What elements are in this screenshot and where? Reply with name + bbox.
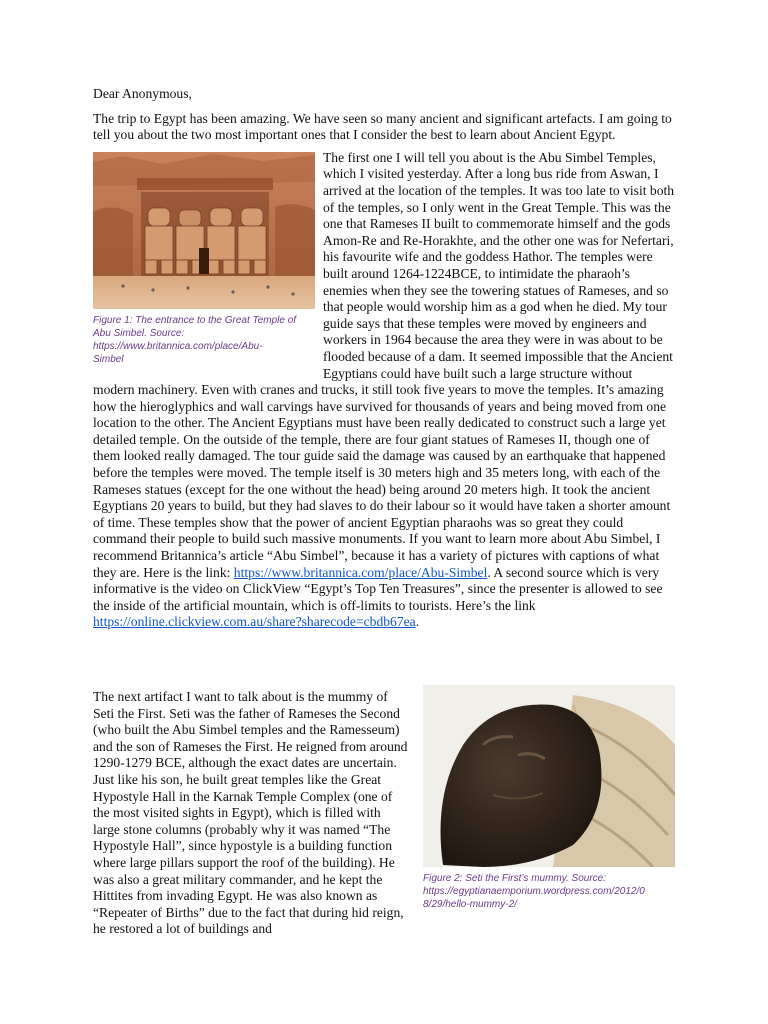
figure-2-caption: Figure 2: Seti the First’s mummy. Source: https://egyptianaemporium.wordpress.com/2012/0 8/29/hello-mummy-2/ [423, 873, 645, 910]
seti-mummy-image [423, 685, 675, 867]
abu-simbel-paragraph: The first one I will tell you about is the Abu Simbel Temples, which I visited yesterday. After a long bus ride from Aswan, I arrived at the location of the temples. It was too late to visit both of the temples, so I only went in the Great Temple. This was the one that Rameses II built to commemorate himself and the gods Amon-Re and Re-Horakhte, and the other one was for Nefertari, his favourite wife and the goddess Hathor. The temples were built around 1264-1224BCE, to intimidate the pharaoh’s enemies when they see the towering statues of Rameses, and so that people would worship him as a god when he died. My tour guide says that these temples were moved by engineers and workers in 1964 because the area they were in was about to be flooded because of a dam. It seemed impossible that the Ancient Egyptians could have built such a large structure without modern machinery. Even with cranes and trucks, it still took five years to move the temples. It’s amazing how the hieroglyphics and wall carvings have survived for thousands of years and being moved from one location to the other. The Ancient Egyptians must have been really dedicated to construct such a large yet detailed temple. On the outside of the temple, there are four giant statues of Rameses II, though one of them looked really damaged. The tour guide said the damage was caused by an earthquake that happened before the temples were moved. The temple itself is 30 meters high and 35 meters long, with each of the Rameses statues (except for the one without the head) being around 20 meters high. It took the ancient Egyptians 20 years to build, but they had slaves to do their labour so it would have taken a shorter amount of time. These temples show that the power of ancient Egyptian pharaohs was so great they could command their people to build such massive monuments. If you want to learn more about Abu Simbel, I recommend Britannica’s article “Abu Simbel”, because it has a variety of pictures with captions of what they are. Here is the link: https://www.britannica.com/place/Abu-Simbel. A second source which is very informative is the video on ClickView “Egypt’s Top Ten Treasures”, since the presenter is allowed to see the inside of the artificial mountain, which is off-limits to tourists. Here’s the link https://online.clickview.com.au/share?sharecode=cbdb67ea. [93, 149, 675, 630]
figure-1-caption: Figure 1: The entrance to the Great Temple of Abu Simbel. Source: https://www.britannica.com/place/Abu- Simbel [93, 314, 297, 365]
intro-paragraph: The trip to Egypt has been amazing. We have seen so many ancient and significant artefacts. I am going to tell you about the two most important ones that I consider the best to learn about Ancient Egypt. [93, 110, 672, 143]
seti-paragraph: The next artifact I want to talk about is the mummy of Seti the First. Seti was the father of Rameses the Second (who built the Abu Simbel temples and the Ramesseum) and the son of Rameses the First. He reigned from around 1290-1279 BCE, although the exact dates are uncertain. Just like his son, he built great temples like the Great Hypostyle Hall in the Karnak Temple Complex (one of the most visited sights in Egypt), which is filled with large stone columns (probably why it was named “The Hypostyle Hall”, since hypostyle is a building function where large pillars support the roof of the building). He was also a great military commander, and he kept the Hittites from invading Egypt. He was also known as “Repeater of Births” due to the fact that during hid reign, he restored a lot of buildings and [93, 689, 408, 937]
section-abu-simbel [93, 86, 675, 631]
clickview-link[interactable]: https://online.clickview.com.au/share?sharecode=cbdb67ea [93, 614, 416, 630]
britannica-link[interactable]: https://www.britannica.com/place/Abu-Simbel [233, 564, 488, 580]
salutation: Dear Anonymous, [93, 86, 192, 101]
figure-abu-simbel [93, 152, 315, 366]
section-seti-mummy [93, 689, 675, 938]
figure-seti-mummy [423, 685, 675, 911]
abu-simbel-temple-image [93, 152, 315, 309]
